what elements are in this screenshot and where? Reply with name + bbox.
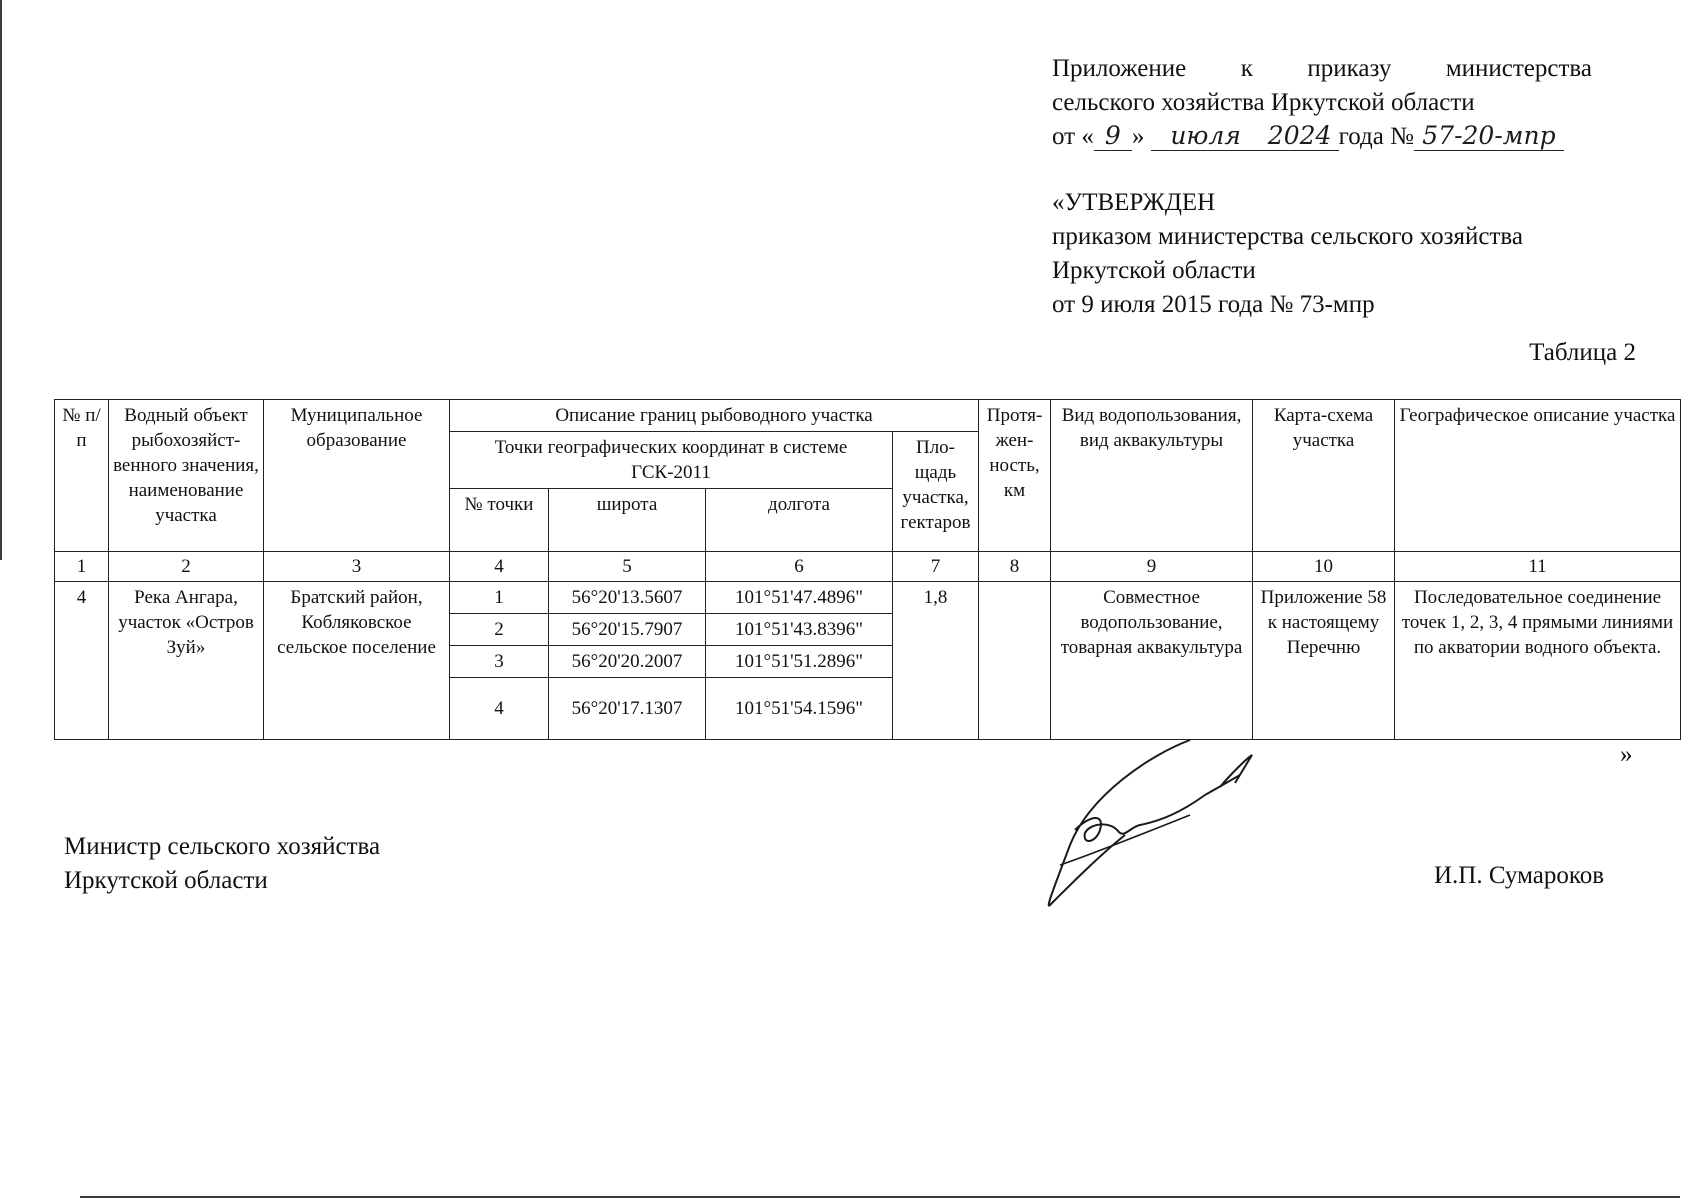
point-2-lat: 56°20'15.7907 bbox=[549, 614, 706, 646]
col-number-5: 5 bbox=[549, 552, 706, 582]
header-boundaries: Описание границ рыбоводного участка bbox=[450, 400, 979, 432]
header-geo: Географическое описание участка bbox=[1395, 400, 1681, 552]
scan-edge-left bbox=[0, 0, 2, 560]
col-number-8: 8 bbox=[979, 552, 1051, 582]
point-2-lon: 101°51'43.8396" bbox=[706, 614, 893, 646]
point-1-lat: 56°20'13.5607 bbox=[549, 582, 706, 614]
approved-block bbox=[1052, 186, 1612, 322]
handwritten-year: 2024 bbox=[1261, 122, 1339, 151]
row-geo: Последовательное соединение точек 1, 2, 3, 4 прямыми линиями по акватории водного объекта. bbox=[1395, 582, 1681, 740]
row-water-object: Река Ангара, участок «Остров Зуй» bbox=[109, 582, 264, 740]
appendix-line-1: Приложение к приказу министерства bbox=[1052, 55, 1592, 82]
handwritten-month: июля bbox=[1151, 122, 1261, 151]
header-point: № точки bbox=[450, 489, 549, 552]
col-number-10: 10 bbox=[1253, 552, 1395, 582]
point-3-lat: 56°20'20.2007 bbox=[549, 646, 706, 678]
row-map: Приложение 58 к настоящему Перечню bbox=[1253, 582, 1395, 740]
col-number-1: 1 bbox=[55, 552, 109, 582]
row-municipality: Братский район, Кобляковское сельское поселение bbox=[264, 582, 450, 740]
header-area: Пло-щадь участка, гектаров bbox=[893, 432, 979, 552]
header-usage: Вид водопользования, вид аквакультуры bbox=[1051, 400, 1253, 552]
col-number-9: 9 bbox=[1051, 552, 1253, 582]
minister-title bbox=[64, 830, 380, 898]
col-number-6: 6 bbox=[706, 552, 893, 582]
header-water-object: Водный объект рыбохозяйст-венного значения, наименование участка bbox=[109, 400, 264, 552]
approved-line-3: Иркутской области bbox=[1052, 257, 1256, 284]
handwritten-order-number: 57-20-мпр bbox=[1414, 122, 1564, 151]
signer-name: И.П. Сумароков bbox=[1434, 862, 1605, 889]
header-lat: широта bbox=[549, 489, 706, 552]
col-number-3: 3 bbox=[264, 552, 450, 582]
col-number-4: 4 bbox=[450, 552, 549, 582]
row-area: 1,8 bbox=[893, 582, 979, 740]
date-year-suffix: года № bbox=[1338, 123, 1414, 150]
point-3-number: 3 bbox=[450, 646, 549, 678]
appendix-date-line bbox=[1052, 120, 1592, 154]
date-mid: » bbox=[1131, 123, 1145, 150]
point-3-lon: 101°51'51.2896" bbox=[706, 646, 893, 678]
minister-line-1: Министр сельского хозяйства bbox=[64, 833, 381, 860]
point-4-lat: 56°20'17.1307 bbox=[549, 678, 706, 740]
col-number-11: 11 bbox=[1395, 552, 1681, 582]
approved-line-4: от 9 июля 2015 года № 73-мпр bbox=[1052, 291, 1375, 318]
approved-line-2: приказом министерства сельского хозяйства bbox=[1052, 223, 1523, 250]
point-4-lon: 101°51'54.1596" bbox=[706, 678, 893, 740]
appendix-block bbox=[1052, 52, 1592, 154]
point-2-number: 2 bbox=[450, 614, 549, 646]
fish-area-table bbox=[54, 399, 1681, 740]
col-number-2: 2 bbox=[109, 552, 264, 582]
row-num: 4 bbox=[55, 582, 109, 740]
scan-edge-bottom bbox=[80, 1196, 1680, 1198]
date-prefix: от « bbox=[1052, 123, 1094, 150]
row-usage: Совместное водопользование, товарная аквакультура bbox=[1051, 582, 1253, 740]
closing-quote: » bbox=[1620, 741, 1633, 768]
handwritten-signature bbox=[1030, 735, 1270, 915]
header-map: Карта-схема участка bbox=[1253, 400, 1395, 552]
point-1-number: 1 bbox=[450, 582, 549, 614]
header-lon: долгота bbox=[706, 489, 893, 552]
handwritten-day: 9 bbox=[1094, 122, 1132, 151]
col-number-7: 7 bbox=[893, 552, 979, 582]
row-length bbox=[979, 582, 1051, 740]
header-num: № п/п bbox=[55, 400, 109, 552]
header-municipality: Муниципальное образование bbox=[264, 400, 450, 552]
point-4-number: 4 bbox=[450, 678, 549, 740]
approved-line-1: «УТВЕРЖДЕН bbox=[1052, 189, 1216, 216]
minister-line-2: Иркутской области bbox=[64, 867, 268, 894]
point-1-lon: 101°51'47.4896" bbox=[706, 582, 893, 614]
header-coords-group: Точки географических координат в системе ГСК-2011 bbox=[450, 432, 893, 489]
table-label: Таблица 2 bbox=[1529, 339, 1636, 366]
header-length: Протя-жен-ность, км bbox=[979, 400, 1051, 552]
appendix-line-2: сельского хозяйства Иркутской области bbox=[1052, 89, 1475, 116]
